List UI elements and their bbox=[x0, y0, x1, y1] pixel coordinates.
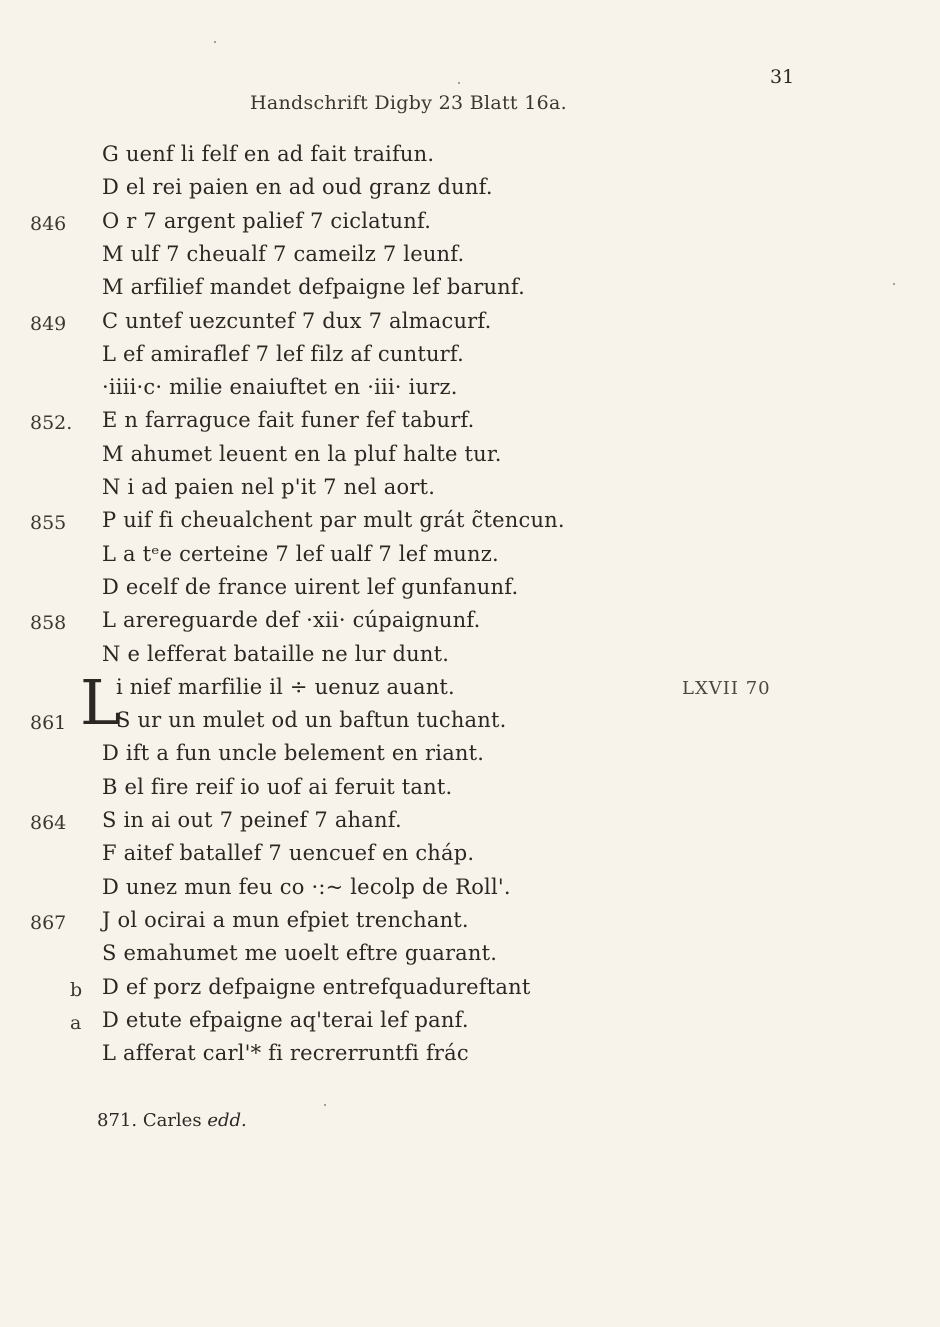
line-text: S in ai out 7 peinef 7 ahanf. bbox=[102, 808, 402, 832]
line-text: M ulf 7 cheualf 7 cameilz 7 leunf. bbox=[102, 241, 465, 266]
line-text: D ef porz defpaigne entrefquadureftant bbox=[102, 974, 531, 999]
line-text: E n farraguce fait funer fef taburf. bbox=[102, 408, 475, 433]
line-text: M ahumet leuent en la pluf halte tur. bbox=[102, 441, 502, 466]
line-text: L ef amiraflef 7 lef filz af cunturf. bbox=[102, 341, 465, 366]
footnote-source: edd. bbox=[207, 1110, 247, 1131]
verse-line bbox=[0, 808, 940, 841]
line-number: 846 bbox=[30, 212, 67, 235]
line-number: 858 bbox=[30, 612, 67, 635]
verse-line bbox=[0, 875, 940, 908]
line-text: L arereguarde def ·xii· cúpaignunf. bbox=[102, 608, 481, 633]
line-text: D ift a fun uncle belement en riant. bbox=[102, 741, 485, 766]
line-text: D unez mun feu co ·:~ lecolp de Roll'. bbox=[102, 874, 511, 899]
line-text: N i ad paien nel p'it 7 nel aort. bbox=[102, 475, 436, 499]
verse-line bbox=[0, 1041, 940, 1074]
line-number: 849 bbox=[30, 312, 67, 335]
paper-speck bbox=[458, 82, 460, 84]
line-text: G uenf li felf en ad fait traifun. bbox=[102, 142, 435, 166]
verse-line bbox=[0, 275, 940, 308]
line-number: 861 bbox=[30, 712, 67, 735]
line-text: S emahumet me uoelt eftre guarant. bbox=[102, 941, 498, 966]
page-number: 31 bbox=[770, 66, 795, 88]
line-text: F aitef batallef 7 uencuef en cháp. bbox=[102, 841, 475, 866]
verse-line bbox=[0, 841, 940, 874]
verse-line bbox=[0, 342, 940, 375]
line-number: a bbox=[70, 1011, 82, 1034]
verse-line bbox=[0, 408, 940, 441]
verse-line bbox=[0, 708, 940, 741]
verse-line bbox=[0, 142, 940, 175]
running-head: Handschrift Digby 23 Blatt 16a. bbox=[250, 92, 567, 114]
verse-line bbox=[0, 775, 940, 808]
line-text: L a tᵉe certeine 7 lef ualf 7 lef munz. bbox=[102, 541, 499, 566]
verse-line bbox=[0, 175, 940, 208]
line-text: M arfiliеf mandet defpaigne lef barunf. bbox=[102, 275, 526, 300]
line-text: P uif fi cheualchent par mult grát c̃tencun. bbox=[102, 508, 565, 533]
line-text: i nief marfilie il ÷ uenuz auant. bbox=[116, 674, 455, 699]
line-text: C untef uezcuntef 7 dux 7 almacurf. bbox=[102, 308, 492, 333]
paper-speck bbox=[324, 1104, 326, 1106]
line-text: J ol ocirai a mun efpiet trenchant. bbox=[102, 907, 469, 932]
line-text: L afferat carl'* fi recrerruntfi frác bbox=[102, 1041, 469, 1066]
line-text: S ur un mulet od un baftun tuchant. bbox=[116, 708, 507, 733]
line-text: D etute efpaigne aq'terai lef panf. bbox=[102, 1007, 469, 1032]
footnote bbox=[97, 1110, 247, 1131]
verse-line bbox=[0, 242, 940, 275]
line-text: O r 7 argent palief 7 ciclatunf. bbox=[102, 208, 432, 233]
footnote-number: 871. bbox=[97, 1110, 138, 1131]
verse-line bbox=[0, 575, 940, 608]
verse-line bbox=[0, 209, 940, 242]
line-text: N e lefferat bataille ne lur dunt. bbox=[102, 641, 450, 666]
verse-line bbox=[0, 542, 940, 575]
line-number: 864 bbox=[30, 812, 67, 834]
verse-line bbox=[0, 642, 940, 675]
verse-line bbox=[0, 975, 940, 1008]
verse-line bbox=[0, 941, 940, 974]
verse-line bbox=[0, 741, 940, 774]
verse-line bbox=[0, 608, 940, 641]
verse-line bbox=[0, 908, 940, 941]
line-text: B el fire reif io uof ai feruit tant. bbox=[102, 774, 453, 799]
paper-speck bbox=[214, 41, 216, 43]
verse-line bbox=[0, 1008, 940, 1041]
line-number: 867 bbox=[30, 911, 67, 934]
line-text: D el rei paien en ad oud granz dunf. bbox=[102, 175, 493, 200]
verse-line bbox=[0, 675, 940, 708]
footnote-text: Carles bbox=[142, 1110, 202, 1131]
margin-note: LXVII 70 bbox=[682, 678, 771, 699]
line-number: 855 bbox=[30, 512, 67, 535]
verse-line bbox=[0, 442, 940, 475]
verse-line bbox=[0, 508, 940, 541]
line-text: D ecelf de france uirent lef gunfanunf. bbox=[102, 574, 519, 599]
verse-line bbox=[0, 309, 940, 342]
decorated-initial: L bbox=[80, 666, 122, 739]
line-number: b bbox=[70, 978, 83, 1001]
paper-speck bbox=[893, 283, 895, 285]
verse-line bbox=[0, 375, 940, 408]
line-text: ·iiii·c· milie enaiuftet en ·iii· iurz. bbox=[102, 375, 458, 400]
line-number: 852. bbox=[30, 412, 73, 435]
verse-line bbox=[0, 475, 940, 508]
